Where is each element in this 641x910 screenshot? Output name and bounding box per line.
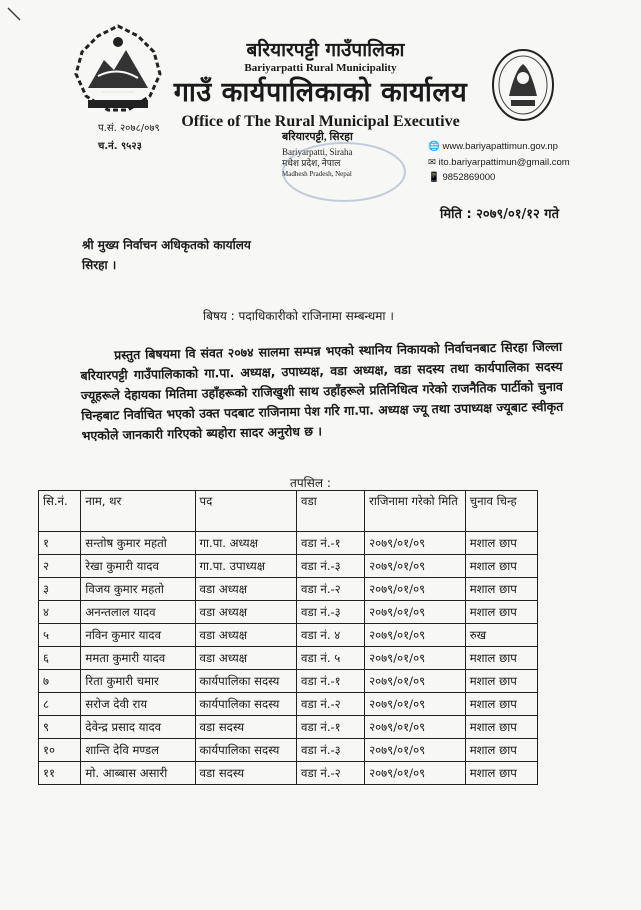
cell-sn: ५ [39,624,81,647]
cell-post: वडा सदस्य [195,716,297,739]
table-row [39,578,538,601]
cell-sn: ८ [39,693,81,716]
cell-date: २०७९/०१/०९ [365,532,466,555]
cell-name: देवेन्द्र प्रसाद यादव [81,716,195,739]
cell-sn: २ [39,555,81,578]
address-english: Bariyarpatti, Siraha [282,147,353,157]
email-text: ito.bariyarpattimun@gmail.com [438,157,570,168]
cell-ward: वडा नं.-३ [297,555,365,578]
col-header-date: राजिनामा गरेको मिति [365,491,466,532]
cell-sn: ६ [39,647,81,670]
table-row [39,647,538,670]
contact-website: 🌐 www.bariyapattimun.gov.np [428,141,558,152]
cell-date: २०७९/०१/०९ [365,647,466,670]
recipient-line-1: श्री मुख्य निर्वाचन अधिकृतको कार्यालय [82,238,251,252]
address-nepali: बरियारपट्टी, सिरहा [282,131,353,143]
cell-ward: वडा नं.-२ [297,578,365,601]
recipient-line-2: सिरहा । [82,258,117,272]
table-row [39,670,538,693]
cell-post: वडा सदस्य [195,762,297,785]
cell-sn: ९ [39,716,81,739]
municipality-name-english: Bariyarpatti Rural Municipality [244,62,397,74]
table-row [39,555,538,578]
cell-name: शान्ति देवि मण्डल [81,739,195,762]
cell-symbol: मशाल छाप [465,762,537,785]
table-row [39,739,538,762]
table-row [39,532,538,555]
letter-body: प्रस्तुत बिषयमा वि संवत २०७४ सालमा सम्पन्न भएको स्थानिय निकायको निर्वाचनबाट सिरहा जिल्ला बरियारपट्टी गाउँपालिकाको गा.पा. अध्यक्ष, उपाध्यक्ष, वडा अध्यक्ष, वडा सदस्य तथा कार्यपालिका सदस्य ज्यूहरूले देहायका मितिमा उहाँहरूको राजिखुशी साथ उहाँहरूले प्रतिनिधित्व गरेको राजनैतिक पार्टीको चुनाव चिन्हबाट निर्वाचित भएको उक्त पदबाट राजिनामा पेश गरि गा.पा. अध्यक्ष ज्यू तथा उपाध्यक्ष ज्यूबाट स्वीकृत भएकोले जानकारी गरिएको ब्यहोरा सादर अनुरोध छ । [80,338,564,443]
cell-date: २०७९/०१/०९ [365,555,466,578]
cell-sn: १ [39,532,81,555]
website-text: www.bariyapattimun.gov.np [442,141,558,152]
cell-ward: वडा नं.-१ [297,716,365,739]
cell-ward: वडा नं.-३ [297,739,365,762]
cell-name: नविन कुमार यादव [81,624,195,647]
letter-date: मिति : २०७९/०१/१२ गते [440,207,559,222]
col-header-symbol: चुनाव चिन्ह [465,491,537,532]
letter-subject: बिषय : पदाधिकारीको राजिनामा सम्बन्धमा । [203,309,394,323]
contact-phone: 📱 9852869000 [428,172,496,183]
contact-email: ✉ ito.bariyarpattimun@gmail.com [428,157,570,168]
cell-name: अनन्तलाल यादव [81,601,195,624]
cell-name: सन्तोष कुमार महतो [81,532,195,555]
office-name-nepali: गाउँ कार्यपालिकाको कार्यालय [173,77,468,108]
cell-post: वडा अध्यक्ष [195,601,297,624]
cell-symbol: मशाल छाप [465,647,537,670]
cell-post: कार्यपालिका सदस्य [195,670,297,693]
cell-post: वडा अध्यक्ष [195,647,297,670]
cell-ward: वडा नं.-१ [297,532,365,555]
cell-date: २०७९/०१/०९ [365,601,466,624]
cell-post: गा.पा. उपाध्यक्ष [195,555,297,578]
cell-name: विजय कुमार महतो [81,578,195,601]
scan-corner-mark [6,6,24,24]
cell-sn: ११ [39,762,81,785]
cell-symbol: मशाल छाप [465,578,537,601]
cell-symbol: मशाल छाप [465,555,537,578]
cell-name: रेखा कुमारी यादव [81,555,195,578]
col-header-sn: सि.नं. [39,491,81,532]
table-row [39,762,538,785]
cell-post: कार्यपालिका सदस्य [195,739,297,762]
cell-date: २०७९/०१/०९ [365,739,466,762]
cell-ward: वडा नं. ५ [297,647,365,670]
cell-date: २०७९/०१/०९ [365,578,466,601]
cell-name: रिता कुमारी चमार [81,670,195,693]
cell-sn: ४ [39,601,81,624]
table-row [39,693,538,716]
office-stamp [282,142,406,202]
cell-post: गा.पा. अध्यक्ष [195,532,297,555]
cell-date: २०७९/०१/०९ [365,693,466,716]
cell-post: वडा अध्यक्ष [195,624,297,647]
reference-number: प.सं. २०७८/०७९ [98,123,160,134]
table-row [39,624,538,647]
municipality-name-nepali: बरियारपट्टी गाउँपालिका [246,39,405,61]
cell-ward: वडा नं.-२ [297,762,365,785]
table-row [39,601,538,624]
cell-sn: ७ [39,670,81,693]
cell-sn: ३ [39,578,81,601]
cell-ward: वडा नं.-२ [297,693,365,716]
cell-date: २०७९/०१/०९ [365,716,466,739]
cell-name: सरोज देवी राय [81,693,195,716]
resignation-table [38,490,538,785]
cell-name: ममता कुमारी यादव [81,647,195,670]
phone-text: 9852869000 [442,172,496,183]
cell-name: मो. आब्बास असारी [81,762,195,785]
cell-symbol: रुख [465,624,537,647]
cell-post: वडा अध्यक्ष [195,578,297,601]
table-row [39,716,538,739]
cell-symbol: मशाल छाप [465,532,537,555]
cell-symbol: मशाल छाप [465,716,537,739]
table-caption: तपसिल : [290,476,331,490]
cell-ward: वडा नं. ४ [297,624,365,647]
col-header-name: नाम, थर [81,491,195,532]
cell-date: २०७९/०१/०९ [365,762,466,785]
cell-ward: वडा नं.-३ [297,601,365,624]
office-name-english: Office of The Rural Municipal Executive [181,113,460,130]
table-header-row [39,491,538,532]
dispatch-number: च.नं. ९५२३ [98,141,142,152]
cell-post: कार्यपालिका सदस्य [195,693,297,716]
cell-symbol: मशाल छाप [465,601,537,624]
cell-date: २०७९/०१/०९ [365,670,466,693]
cell-ward: वडा नं.-१ [297,670,365,693]
col-header-ward: वडा [297,491,365,532]
cell-sn: १० [39,739,81,762]
cell-symbol: मशाल छाप [465,693,537,716]
address-nepali-2: मधेश प्रदेश, नेपाल [282,158,341,168]
cell-date: २०७९/०१/०९ [365,624,466,647]
address-english-2: Madhesh Pradesh, Nepal [282,170,352,178]
cell-symbol: मशाल छाप [465,670,537,693]
col-header-post: पद [195,491,297,532]
cell-symbol: मशाल छाप [465,739,537,762]
